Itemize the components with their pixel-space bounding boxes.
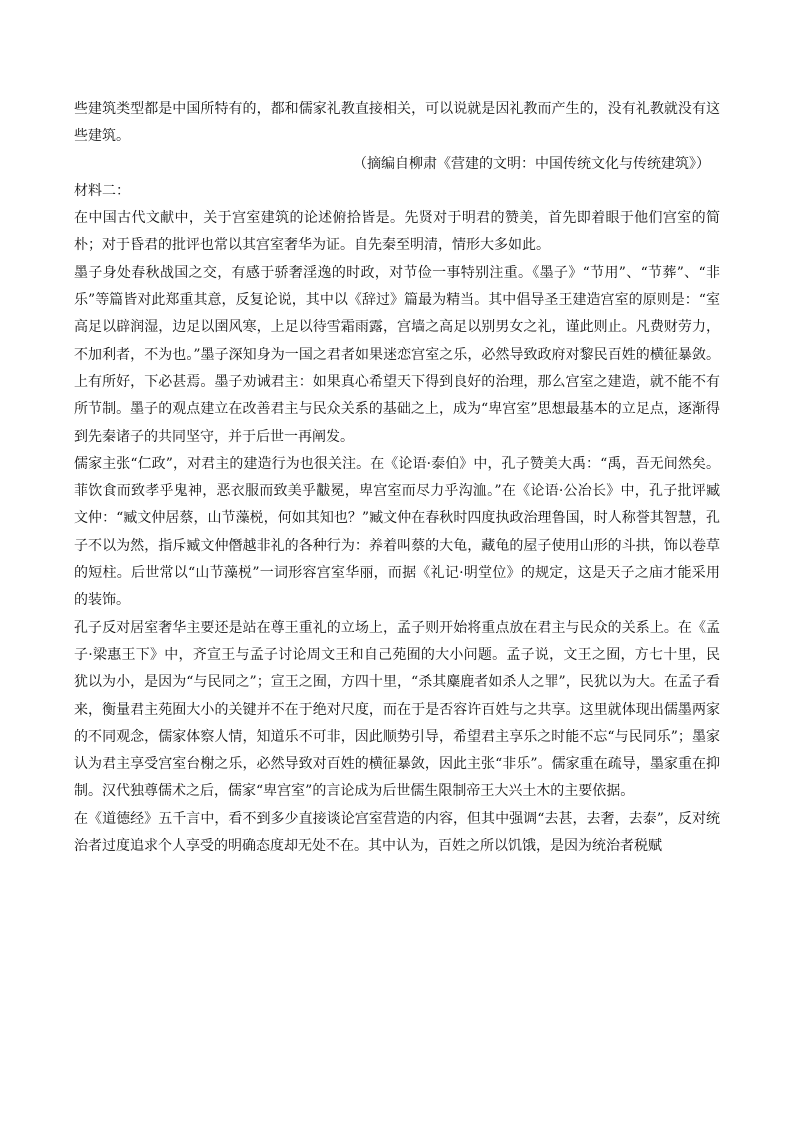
paragraph: 墨子身处春秋战国之交，有感于骄奢淫逸的时政，对节俭一事特别注重。《墨子》“节用”、“节葬”、“非乐”等篇皆对此郑重其意，反复论说，其中以《辞过》篇最为精当。其中倡导圣王建造宫室的原则是：“室高足以辟润湿，边足以圉风寒，上足以待雪霜雨露，宫墙之高足以别男女之礼，谨此则止。凡费财劳力，不加利者，不为也。”墨子深知身为一国之君者如果迷恋宫室之乐，必然导致政府对黎民百姓的横征暴敛。上有所好，下必甚焉。墨子劝诫君主：如果真心希望天下得到良好的治理，那么宫室之建造，就不能不有所节制。墨子的观点建立在改善君主与民众关系的基础之上，成为“卑宫室”思想最基本的立足点，逐渐得到先秦诸子的共同坚守，并于后世一再阐发。 <box>74 264 720 445</box>
paragraph: 孔子反对居室奢华主要还是站在尊王重礼的立场上，孟子则开始将重点放在君主与民众的关系上。在《孟子·梁惠王下》中，齐宣王与孟子讨论周文王和自己苑囿的大小问题。孟子说，文王之囿，方七十里，民犹以为小，是因为“与民同之”；宣王之囿，方四十里，“杀其麋鹿者如杀人之罪”，民犹以为大。在孟子看来，衡量君主苑囿大小的关键并不在于绝对尺度，而在于是否容许百姓与之共享。这里就体现出儒墨两家的不同观念，儒家体察人情，知道乐不可非，因此顺势引导，希望君主享乐之时能不忘“与民同乐”；墨家认为君主享受宫室台榭之乐，必然导致对百姓的横征暴敛，因此主张“非乐”。儒家重在疏导，墨家重在抑制。汉代独尊儒术之后，儒家“卑宫室”的言论成为后世儒生限制帝王大兴土木的主要依据。 <box>74 619 720 800</box>
paragraph: 儒家主张“仁政”，对君主的建造行为也很关注。在《论语·泰伯》中，孔子赞美大禹：“禹，吾无间然矣。菲饮食而致孝乎鬼神，恶衣服而致美乎黻冕，卑宫室而尽力乎沟洫。”在《论语·公冶长》中，孔子批评臧文仲：“臧文仲居蔡，山节藻棁，何如其知也？”臧文仲在春秋时四度执政治理鲁国，时人称誉其智慧，孔子不以为然，指斥臧文仲僭越非礼的各种行为：养着叫蔡的大龟，藏龟的屋子使用山形的斗拱，饰以卷草的短柱。后世常以“山节藻棁”一词形容宫室华丽，而据《礼记·明堂位》的规定，这是天子之庙才能采用的装饰。 <box>74 455 720 609</box>
paragraph: 在中国古代文献中，关于宫室建筑的论述俯拾皆是。先贤对于明君的赞美，首先即着眼于他们宫室的简朴；对于昏君的批评也常以其宫室奢华为证。自先秦至明清，情形大多如此。 <box>74 210 720 254</box>
intro-paragraph: 些建筑类型都是中国所特有的，都和儒家礼教直接相关，可以说就是因礼教而产生的，没有礼教就没有这些建筑。 <box>74 101 720 145</box>
paragraph: 在《道德经》五千言中，看不到多少直接谈论宫室营造的内容，但其中强调“去甚，去奢，去泰”，反对统治者过度追求个人享受的明确态度却无处不在。其中认为，百姓之所以饥饿，是因为统治者税赋 <box>74 810 720 855</box>
source-citation: （摘编自柳肃《营建的文明：中国传统文化与传统建筑》） <box>353 155 710 172</box>
document-body <box>74 96 720 860</box>
material-label: 材料二： <box>74 182 130 199</box>
